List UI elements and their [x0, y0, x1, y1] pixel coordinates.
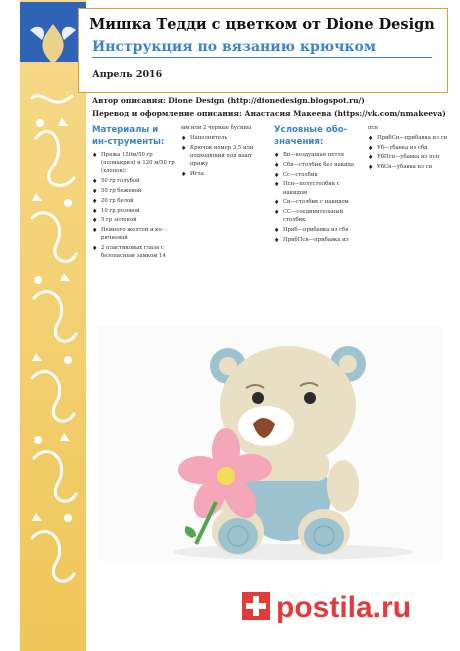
legend-column-continued [368, 124, 452, 173]
list-item: ♦ 5 гр зеленой [92, 216, 176, 224]
postila-logo-icon [240, 586, 452, 626]
legend-heading: Условные обо-значения: [274, 125, 348, 148]
list-item: ♦ Немного желтой и ко-ричневой [92, 226, 176, 242]
document-subtitle: Инструкция по вязанию крючком [92, 39, 376, 55]
subtitle-underline [92, 57, 432, 58]
list-item: ♦ Наполнитель [181, 134, 269, 142]
legend-list [274, 151, 364, 244]
materials-list-continued [181, 134, 269, 178]
translation-credit: Перевод и оформление описания: Анастасия Макеева (https://vk.com/nmakeeva) [92, 109, 446, 118]
materials-column-continued [181, 124, 269, 180]
document-title: Мишка Тедди с цветком от Dione Design [89, 16, 435, 33]
list-item: ♦ СС—соединительный столбик [274, 208, 364, 224]
list-item-continued: мм или 2 черные бусины [181, 125, 252, 131]
materials-heading: Материалы и ин-струменты: [92, 125, 165, 148]
list-item: ♦ Крючок номер 3,5 или подходящий под вашу пряжу [181, 144, 269, 169]
watermark-text: postila.ru [276, 591, 412, 624]
list-item: ♦ 50 гр голубой [92, 177, 176, 185]
list-item: ♦ Игла [181, 170, 269, 178]
list-item: ♦ Сбн—столбик без накида [274, 161, 364, 169]
list-item-continued: псн [368, 125, 379, 131]
list-item: ♦ 50 гр бежевой [92, 187, 176, 195]
list-item: ♦ Псн—полустолбик с накидом [274, 180, 364, 196]
materials-column [92, 124, 176, 262]
document-date: Апрель 2016 [92, 69, 163, 80]
folk-ornament-icon [22, 18, 84, 608]
teddy-bear-photo [98, 326, 443, 561]
list-item: ♦ Сн—столбик с накидом [274, 198, 364, 206]
materials-list [92, 151, 176, 261]
list-item: ♦ УбСн—убавка из сн [368, 163, 452, 171]
list-item: ♦ 2 пластиковых глаза с безопасным замком 14 [92, 244, 176, 260]
list-item: ♦ ПрибСн—прибавка из сн [368, 134, 452, 142]
list-item: ♦ Приб—прибавка из сбн [274, 226, 364, 234]
list-item: ♦ Сс—столбик [274, 171, 364, 179]
author-credit: Автор описания: Dione Design (http://dionedesign.blogspot.ru/) [92, 96, 365, 105]
list-item: ♦ Уб—убавка из сбн [368, 144, 452, 152]
list-item: ♦ УбПсн—убавка из псн [368, 153, 452, 161]
list-item: ♦ Вп—воздушная петля [274, 151, 364, 159]
list-item: ♦ ПрибПсн—прибавка из [274, 236, 364, 244]
legend-list-continued [368, 134, 452, 172]
list-item: ♦ Пряжа 150м/50 гр (полиакрил) и 120 м/50 гр (хлопок): [92, 151, 176, 176]
list-item: ♦ 10 гр розовой [92, 207, 176, 215]
legend-column [274, 124, 364, 246]
list-item: ♦ 20 гр белой [92, 197, 176, 205]
